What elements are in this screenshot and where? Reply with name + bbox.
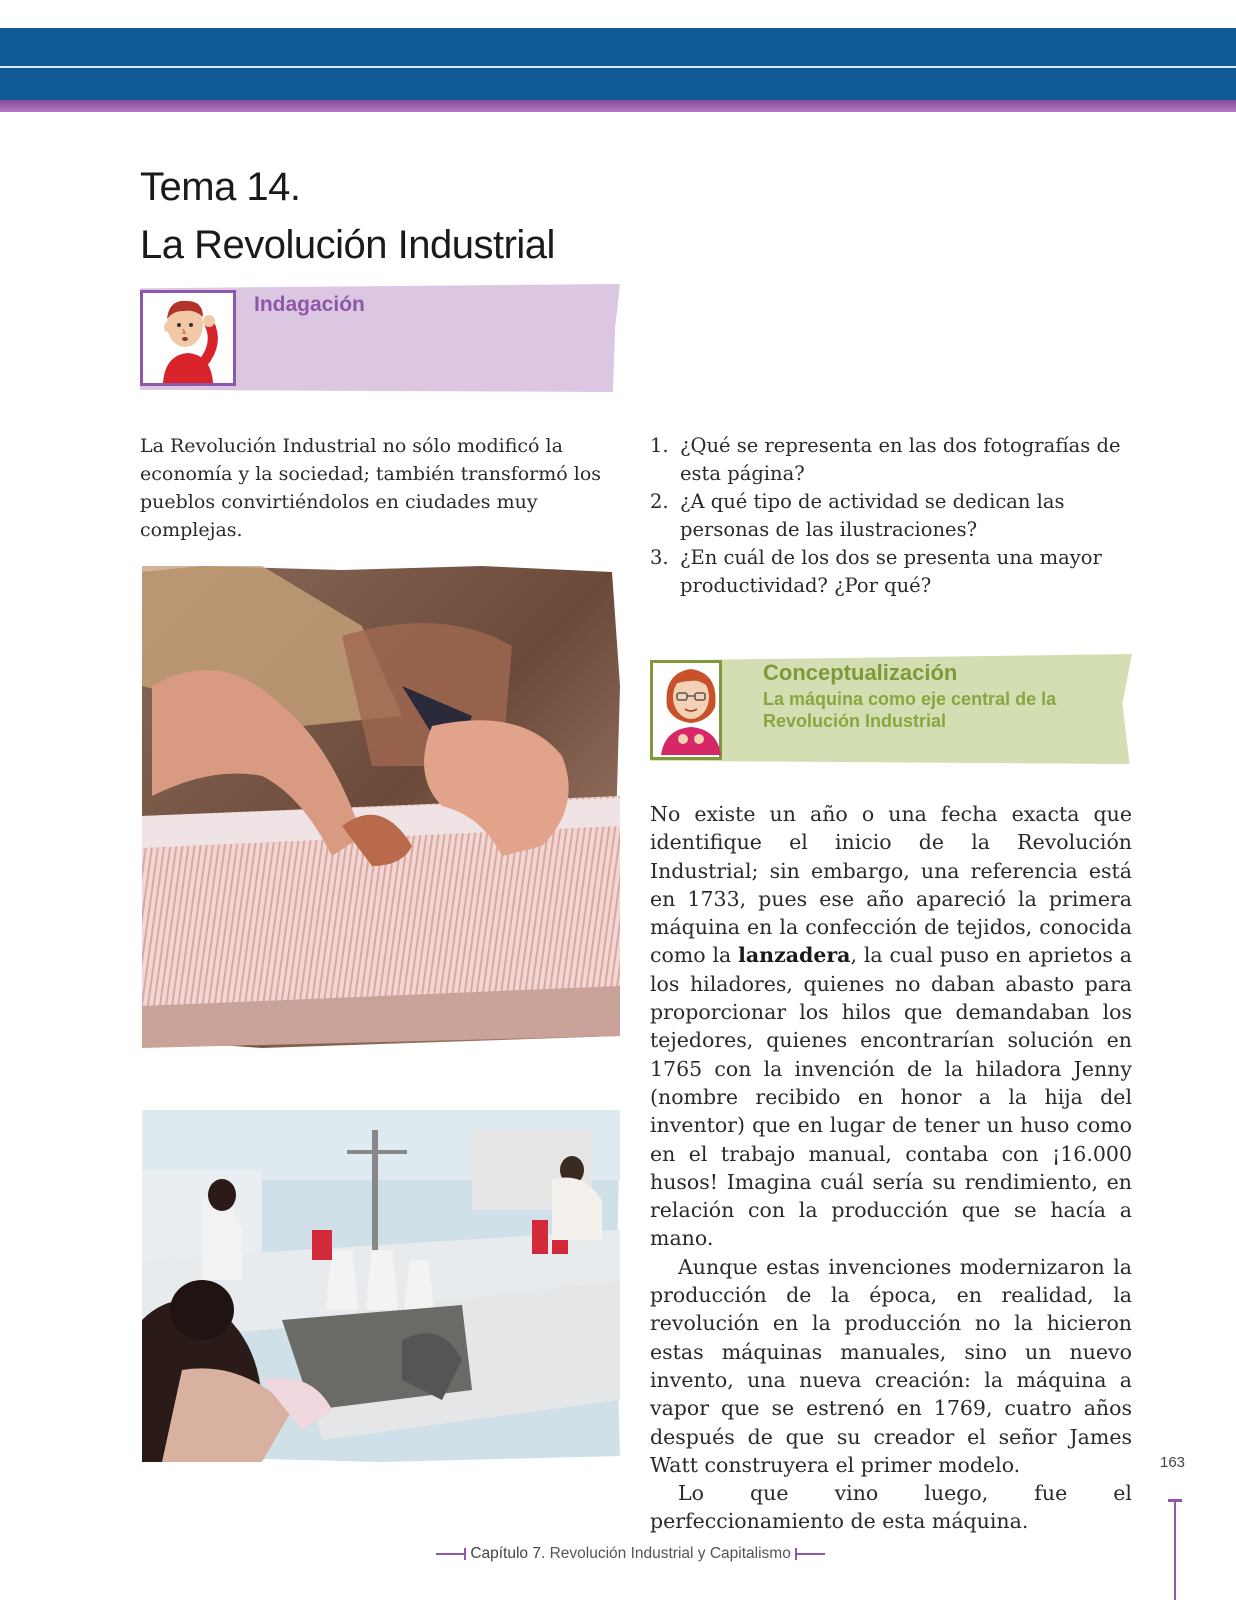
header-band-purple (0, 100, 1236, 112)
question-list (650, 432, 1122, 600)
weaving-loom-photo (142, 566, 620, 1048)
keyword-lanzadera: lanzadera (738, 943, 851, 968)
conceptualizacion-subtitle: La máquina como eje central de la Revolución Industrial (763, 689, 1057, 731)
intro-paragraph: La Revolución Industrial no sólo modificó la economía y la sociedad; también transformó los pueblos convirtiéndolos en ciudades muy complejas. (140, 435, 602, 541)
footer-left-bar (436, 1553, 466, 1555)
conceptualizacion-label: Conceptualización (763, 660, 958, 685)
question-text: ¿En cuál de los dos se presenta una mayor productividad? ¿Por qué? (680, 546, 1102, 597)
body-text-run: No existe un año o una fecha exacta que identifique el inicio de la Revolución Industrial; sin embargo, una referencia está en 1733, pues ese año apareció la primera máquina en la confección de tejidos, conocida como la (650, 802, 1132, 968)
indagacion-icon-frame (140, 290, 236, 386)
header-band-top (0, 28, 1236, 66)
title-line-1: Tema 14. (140, 165, 301, 209)
body-paragraph-1 (650, 800, 1132, 1253)
page-number: 163 (1160, 1454, 1186, 1471)
title-line-2: La Revolución Industrial (140, 223, 555, 267)
thinking-boy-icon (143, 293, 233, 383)
footer-right-bar (795, 1553, 825, 1555)
conceptualizacion-icon-frame (650, 660, 722, 760)
question-item (650, 544, 1122, 600)
side-rule (1174, 1500, 1176, 1600)
body-text (650, 800, 1132, 1536)
body-paragraph-2: Aunque estas invenciones modernizaron la producción de la época, en realidad, la revolución en la producción no la hicieron estas máquinas manuales, sino un nuevo invento, una nueva creación: la máquina a vapor que se estrenó en 1769, cuatro años después de que su creador el señor James Watt construyera el primer modelo. (650, 1254, 1132, 1477)
footer-title: Revolución Industrial y Capitalismo (549, 1545, 791, 1562)
body-paragraph-3: Lo que vino luego, fue el perfeccionamiento de esta máquina. (650, 1481, 1132, 1534)
body-text-run: , la cual puso en aprietos a los hiladores, quienes no daban abasto para proporcionar los hilos que demandaban los tejedores, quienes encontrarían solución en 1765 con la invención de la hiladora Jenny (nombre recibido en honor a la hija del inventor) que en lugar de tener un huso como en el trabajo manual, contaba con ¡16.000 husos! Imagina cuál sería su rendimiento, en relación con la producción que se hacía a mano. (650, 943, 1132, 1251)
indagacion-label: Indagación (254, 293, 365, 316)
page-title (140, 158, 555, 274)
question-text: ¿A qué tipo de actividad se dedican las personas de las ilustraciones? (680, 490, 1065, 541)
header-band-middle (0, 68, 1236, 100)
footer-chapter: Capítulo 7. (470, 1545, 546, 1562)
question-number: 1. (650, 434, 669, 457)
girl-with-glasses-icon (649, 659, 733, 755)
textile-factory-photo (142, 1110, 620, 1462)
footer (436, 1545, 836, 1563)
question-item (650, 488, 1122, 544)
question-item (650, 432, 1122, 488)
question-text: ¿Qué se representa en las dos fotografías de esta página? (680, 434, 1121, 485)
question-number: 2. (650, 490, 669, 513)
question-number: 3. (650, 546, 669, 569)
